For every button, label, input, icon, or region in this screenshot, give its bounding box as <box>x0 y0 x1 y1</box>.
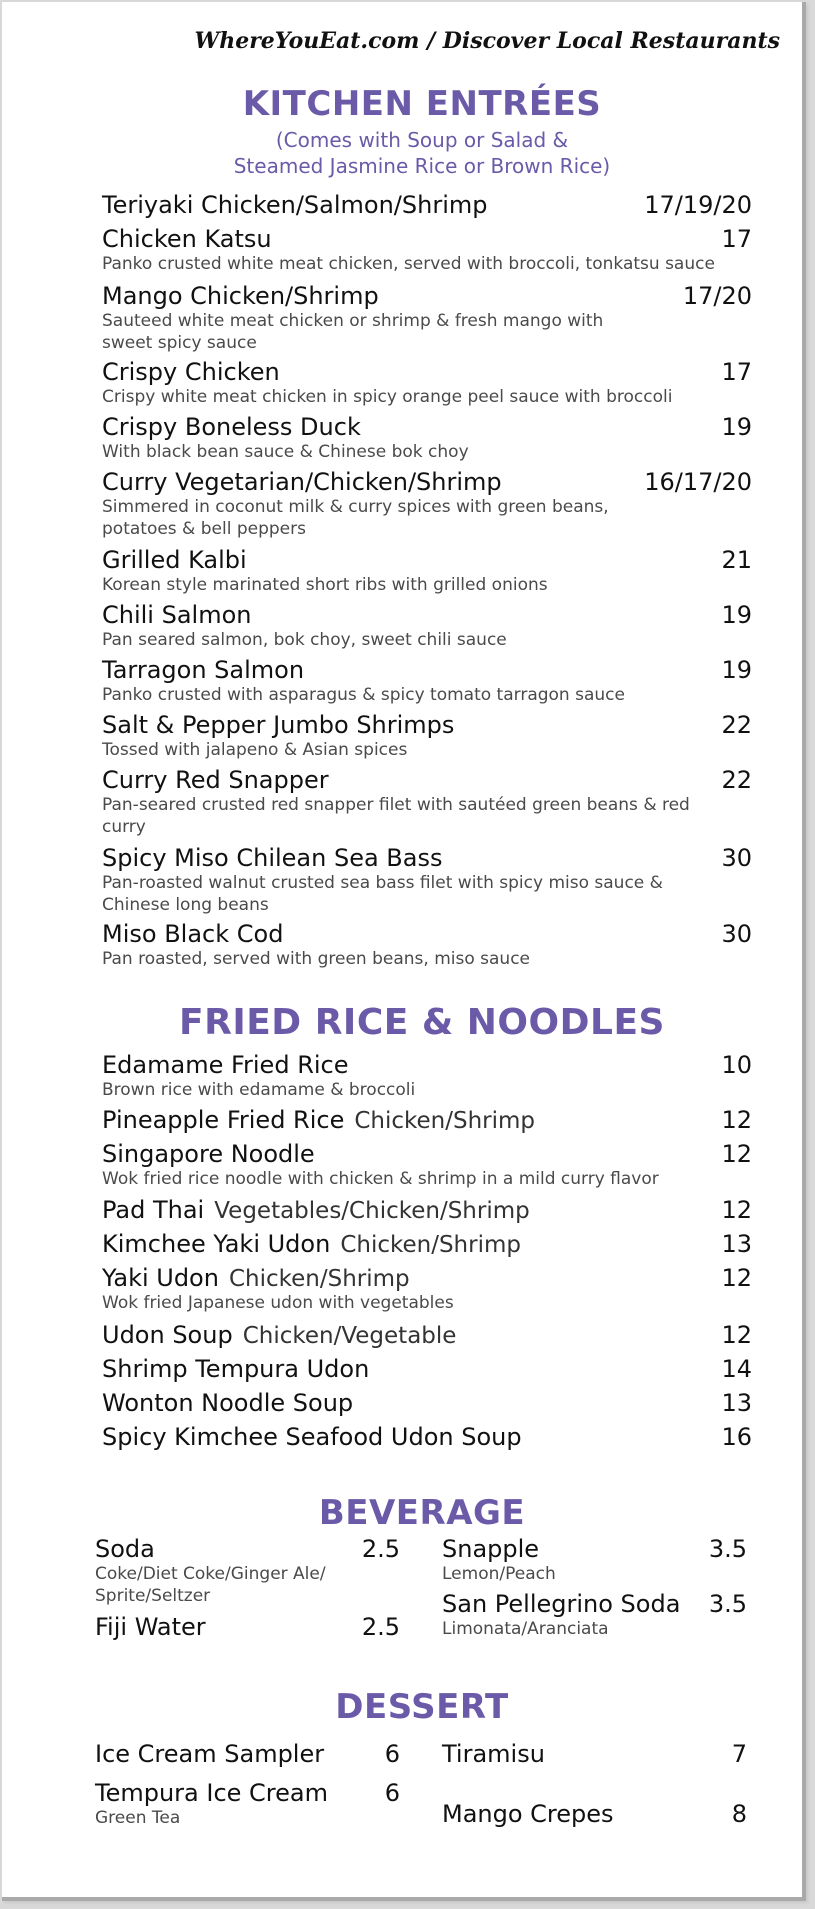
item-variant: Chicken/Shrimp <box>340 1232 521 1258</box>
item-name: Edamame Fried Rice <box>102 1051 349 1079</box>
kitchen-subtitle-line2: Steamed Jasmine Rice or Brown Rice) <box>233 154 611 178</box>
item-name: San Pellegrino Soda <box>442 1590 681 1618</box>
item-price: 2.5 <box>361 1535 400 1563</box>
item-name: Tempura Ice Cream <box>95 1779 328 1807</box>
item-name-text: Pineapple Fried Rice <box>102 1106 345 1134</box>
item-name: Crispy Chicken <box>102 358 280 386</box>
item-price: 17 <box>721 225 752 253</box>
item-description: Simmered in coconut milk & curry spices with green beans, potatoes & bell peppers <box>102 497 609 539</box>
item-price: 12 <box>721 1140 752 1168</box>
item-name <box>102 1196 530 1225</box>
item-price: 6 <box>384 1740 400 1768</box>
beverage-title: BEVERAGE <box>318 1493 526 1533</box>
item-description: Pan-seared crusted red snapper filet with sautéed green beans & red curry <box>102 795 690 837</box>
item-price: 12 <box>721 1106 752 1134</box>
item-name-text: Kimchee Yaki Udon <box>102 1230 331 1258</box>
item-name <box>102 1264 410 1293</box>
item-name: Shrimp Tempura Udon <box>102 1355 370 1383</box>
item-description: Green Tea <box>95 1808 181 1828</box>
item-description: Panko crusted with asparagus & spicy tomato tarragon sauce <box>102 685 625 705</box>
item-price: 12 <box>721 1196 752 1224</box>
item-price: 7 <box>731 1740 747 1768</box>
kitchen-subtitle-line1: (Comes with Soup or Salad & <box>275 128 569 152</box>
item-description: Wok fried Japanese udon with vegetables <box>102 1293 454 1313</box>
item-name: Ice Cream Sampler <box>95 1740 325 1768</box>
item-price: 3.5 <box>708 1590 747 1618</box>
item-name: Spicy Kimchee Seafood Udon Soup <box>102 1423 522 1451</box>
item-price: 12 <box>721 1264 752 1292</box>
item-name: Curry Red Snapper <box>102 766 329 794</box>
item-price: 30 <box>721 920 752 948</box>
item-name: Singapore Noodle <box>102 1140 315 1168</box>
item-price: 3.5 <box>708 1535 747 1563</box>
item-variant: Vegetables/Chicken/Shrimp <box>214 1198 530 1224</box>
item-name: Chicken Katsu <box>102 225 272 253</box>
item-name: Wonton Noodle Soup <box>102 1389 354 1417</box>
site-header[interactable]: WhereYouEat.com / Discover Local Restaurants <box>194 28 780 54</box>
item-price: 16 <box>721 1423 752 1451</box>
item-name-text: Yaki Udon <box>102 1264 219 1292</box>
item-description: Tossed with jalapeno & Asian spices <box>102 740 408 760</box>
item-description: Limonata/Aranciata <box>442 1619 609 1639</box>
item-price: 30 <box>721 844 752 872</box>
item-price: 16/17/20 <box>644 468 752 496</box>
item-description: Coke/Diet Coke/Ginger Ale/ Sprite/Seltzer <box>95 1564 326 1606</box>
item-price: 6 <box>384 1779 400 1807</box>
item-variant: Chicken/Vegetable <box>242 1323 457 1349</box>
item-name: Grilled Kalbi <box>102 546 247 574</box>
item-description: Pan seared salmon, bok choy, sweet chili sauce <box>102 630 507 650</box>
dessert-title: DESSERT <box>335 1687 509 1727</box>
item-price: 10 <box>721 1051 752 1079</box>
item-name-text: Pad Thai <box>102 1196 205 1224</box>
item-price: 22 <box>721 711 752 739</box>
item-name: Tiramisu <box>442 1740 545 1768</box>
item-variant: Chicken/Shrimp <box>228 1266 410 1292</box>
item-price: 19 <box>721 656 752 684</box>
item-description: Pan-roasted walnut crusted sea bass filet with spicy miso sauce & Chinese long beans <box>102 873 663 915</box>
item-name: Soda <box>95 1535 155 1563</box>
item-name: Chili Salmon <box>102 601 252 629</box>
item-name: Miso Black Cod <box>102 920 284 948</box>
item-name: Tarragon Salmon <box>102 656 305 684</box>
fried-rice-noodles-title: FRIED RICE & NOODLES <box>179 1002 665 1043</box>
item-name <box>102 1321 456 1350</box>
item-description: Brown rice with edamame & broccoli <box>102 1080 416 1100</box>
item-price: 13 <box>721 1389 752 1417</box>
item-name: Mango Crepes <box>442 1800 614 1828</box>
item-price: 13 <box>721 1230 752 1258</box>
item-name: Mango Chicken/Shrimp <box>102 282 379 310</box>
item-name: Salt & Pepper Jumbo Shrimps <box>102 711 455 739</box>
item-name: Fiji Water <box>95 1613 206 1641</box>
item-price: 2.5 <box>361 1613 400 1641</box>
item-price: 12 <box>721 1321 752 1349</box>
item-name: Spicy Miso Chilean Sea Bass <box>102 844 443 872</box>
item-price: 17/19/20 <box>644 191 752 219</box>
item-price: 19 <box>721 413 752 441</box>
item-name <box>102 1230 521 1259</box>
item-price: 14 <box>721 1355 752 1383</box>
item-name-text: Udon Soup <box>102 1321 233 1349</box>
menu-page <box>2 2 806 1901</box>
item-price: 21 <box>721 546 752 574</box>
item-description: Panko crusted white meat chicken, served with broccoli, tonkatsu sauce <box>102 254 715 274</box>
item-variant: Chicken/Shrimp <box>354 1108 536 1134</box>
item-description: With black bean sauce & Chinese bok choy <box>102 442 469 462</box>
item-name: Teriyaki Chicken/Salmon/Shrimp <box>102 191 488 219</box>
item-price: 17/20 <box>682 282 752 310</box>
item-price: 8 <box>731 1800 747 1828</box>
item-description: Crispy white meat chicken in spicy orange peel sauce with broccoli <box>102 387 673 407</box>
item-description: Wok fried rice noodle with chicken & shrimp in a mild curry flavor <box>102 1169 659 1189</box>
item-description: Sauteed white meat chicken or shrimp & fresh mango with sweet spicy sauce <box>102 311 604 353</box>
item-price: 22 <box>721 766 752 794</box>
item-description: Korean style marinated short ribs with grilled onions <box>102 575 548 595</box>
item-description: Pan roasted, served with green beans, miso sauce <box>102 949 530 969</box>
item-name: Crispy Boneless Duck <box>102 413 361 441</box>
kitchen-entrees-title: KITCHEN ENTRÉES <box>242 84 602 124</box>
item-price: 17 <box>721 358 752 386</box>
item-name: Snapple <box>442 1535 540 1563</box>
item-price: 19 <box>721 601 752 629</box>
item-name <box>102 1106 535 1135</box>
item-name: Curry Vegetarian/Chicken/Shrimp <box>102 468 502 496</box>
item-description: Lemon/Peach <box>442 1564 556 1584</box>
